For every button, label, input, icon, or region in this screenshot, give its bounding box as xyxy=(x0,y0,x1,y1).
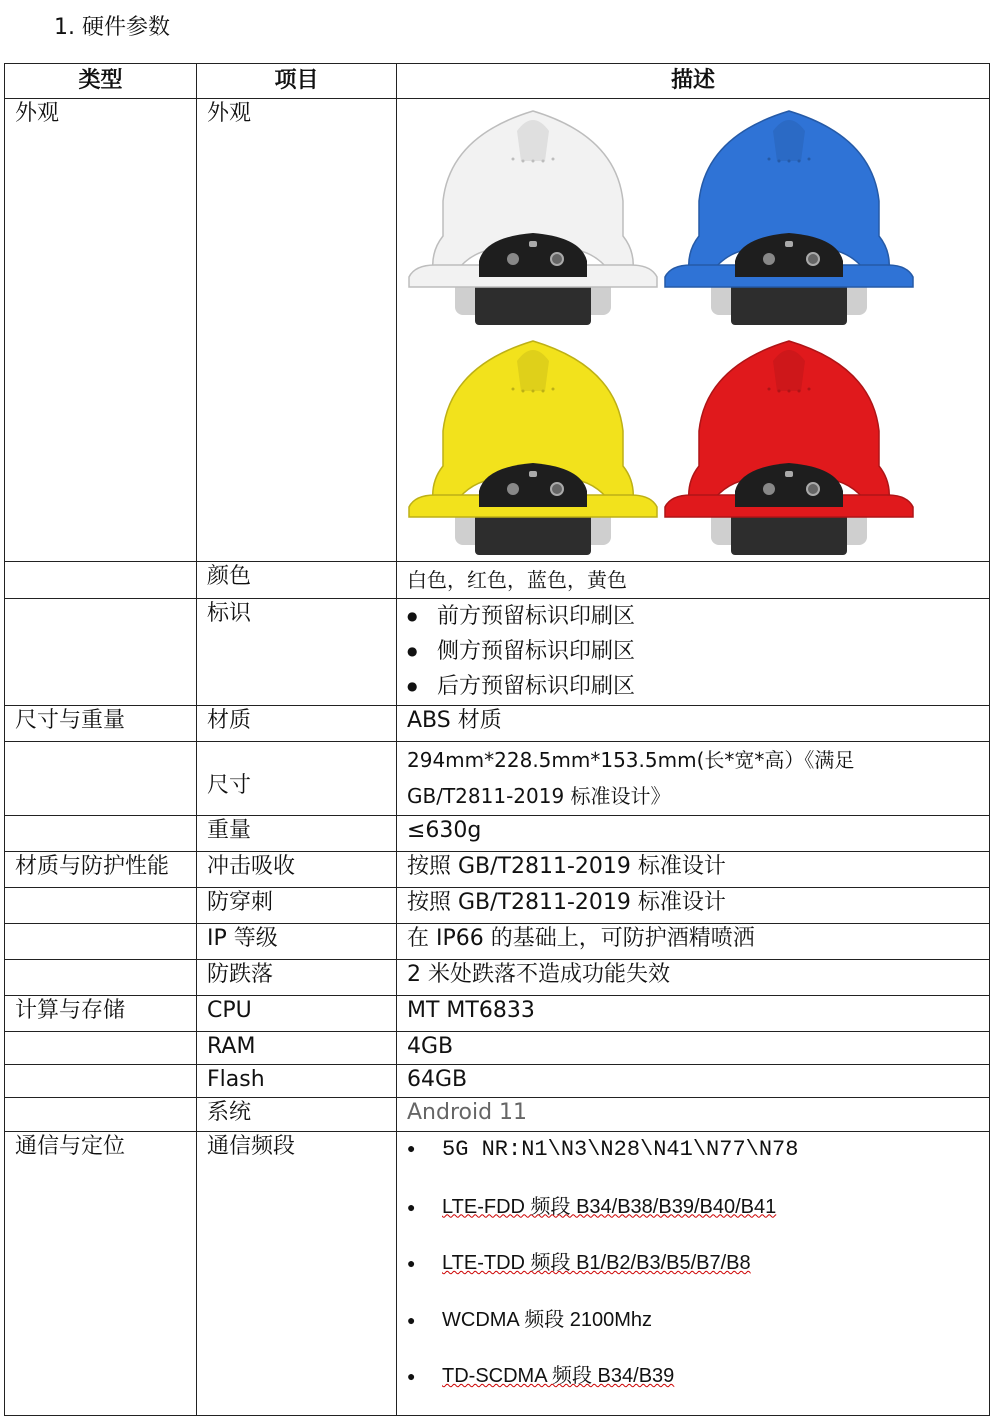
type-cell xyxy=(5,924,197,960)
item-cell: 冲击吸收 xyxy=(197,852,397,888)
section-heading: 1. 硬件参数 xyxy=(54,15,170,40)
type-cell: 计算与存储 xyxy=(5,996,197,1032)
item-cell: 尺寸 xyxy=(197,742,397,816)
list-item xyxy=(397,1189,989,1246)
table-row xyxy=(5,706,990,742)
helmet-images-cell xyxy=(397,99,990,562)
type-cell xyxy=(5,1065,197,1098)
band-text: LTE-FDD 频段 B34/B38/B39/B40/B41 xyxy=(442,1195,777,1218)
description-cell: ≤630g xyxy=(397,816,990,852)
description-cell: 64GB xyxy=(397,1065,990,1098)
table-row xyxy=(5,1098,990,1132)
item-cell: 标识 xyxy=(197,599,397,706)
table-row xyxy=(5,1132,990,1416)
list-item xyxy=(397,1245,989,1302)
list-item: ● WCDMA 频段 2100Mhz xyxy=(397,1302,989,1359)
description-cell: 按照 GB/T2811-2019 标准设计 xyxy=(397,888,990,924)
table-row xyxy=(5,996,990,1032)
hardware-spec-table xyxy=(4,63,990,1416)
type-cell xyxy=(5,742,197,816)
table-row xyxy=(5,924,990,960)
white-helmet-image xyxy=(405,101,661,331)
logo-bullet-list xyxy=(397,599,989,704)
description-cell: 4GB xyxy=(397,1032,990,1065)
type-cell: 通信与定位 xyxy=(5,1132,197,1416)
description-cell: 2 米处跌落不造成功能失效 xyxy=(397,960,990,996)
header-type: 类型 xyxy=(5,64,197,99)
yellow-helmet-image xyxy=(405,331,661,561)
blue-helmet-image xyxy=(661,101,917,331)
description-cell: MT MT6833 xyxy=(397,996,990,1032)
table-row xyxy=(5,599,990,706)
description-cell xyxy=(397,742,990,816)
band-list xyxy=(397,1132,989,1415)
type-cell xyxy=(5,960,197,996)
type-cell xyxy=(5,816,197,852)
helmet-image-grid xyxy=(405,99,989,561)
description-cell: ABS 材质 xyxy=(397,706,990,742)
item-cell: 外观 xyxy=(197,99,397,562)
header-row xyxy=(5,64,990,99)
list-item xyxy=(397,1358,989,1415)
table-row xyxy=(5,99,990,562)
item-cell: 防穿刺 xyxy=(197,888,397,924)
description-cell: 在 IP66 的基础上，可防护酒精喷洒 xyxy=(397,924,990,960)
item-cell: 通信频段 xyxy=(197,1132,397,1416)
red-helmet-image xyxy=(661,331,917,561)
size-line-2: GB/T2811-2019 标准设计》 xyxy=(407,784,671,808)
table-row xyxy=(5,852,990,888)
item-cell: RAM xyxy=(197,1032,397,1065)
type-cell xyxy=(5,1098,197,1132)
list-item: ● 后方预留标识印刷区 xyxy=(397,669,989,704)
type-cell: 尺寸与重量 xyxy=(5,706,197,742)
type-cell xyxy=(5,562,197,599)
item-cell: IP 等级 xyxy=(197,924,397,960)
type-cell xyxy=(5,1032,197,1065)
description-cell xyxy=(397,1132,990,1416)
description-cell: 白色，红色，蓝色，黄色 xyxy=(397,562,990,599)
table-row xyxy=(5,562,990,599)
type-cell xyxy=(5,888,197,924)
list-item: ● 前方预留标识印刷区 xyxy=(397,599,989,634)
table-row xyxy=(5,960,990,996)
type-cell: 材质与防护性能 xyxy=(5,852,197,888)
type-cell xyxy=(5,599,197,706)
band-text: LTE-TDD 频段 B1/B2/B3/B5/B7/B8 xyxy=(442,1252,751,1274)
header-description: 描述 xyxy=(397,64,990,99)
item-cell: CPU xyxy=(197,996,397,1032)
item-cell: 系统 xyxy=(197,1098,397,1132)
item-cell: 重量 xyxy=(197,816,397,852)
size-line-1: 294mm*228.5mm*153.5mm(长*宽*高）《满足 xyxy=(407,748,855,772)
item-cell: 颜色 xyxy=(197,562,397,599)
item-cell: Flash xyxy=(197,1065,397,1098)
table-row xyxy=(5,742,990,816)
list-item: ● 5G NR:N1\N3\N28\N41\N77\N78 xyxy=(397,1132,989,1189)
item-cell: 防跌落 xyxy=(197,960,397,996)
list-item: ● 侧方预留标识印刷区 xyxy=(397,634,989,669)
table-row xyxy=(5,1032,990,1065)
type-cell: 外观 xyxy=(5,99,197,562)
description-cell xyxy=(397,599,990,706)
band-text: TD-SCDMA 频段 B34/B39 xyxy=(442,1365,675,1387)
header-item: 项目 xyxy=(197,64,397,99)
table-row xyxy=(5,888,990,924)
description-cell: 按照 GB/T2811-2019 标准设计 xyxy=(397,852,990,888)
description-cell: Android 11 xyxy=(397,1098,990,1132)
item-cell: 材质 xyxy=(197,706,397,742)
table-row xyxy=(5,1065,990,1098)
table-row xyxy=(5,816,990,852)
